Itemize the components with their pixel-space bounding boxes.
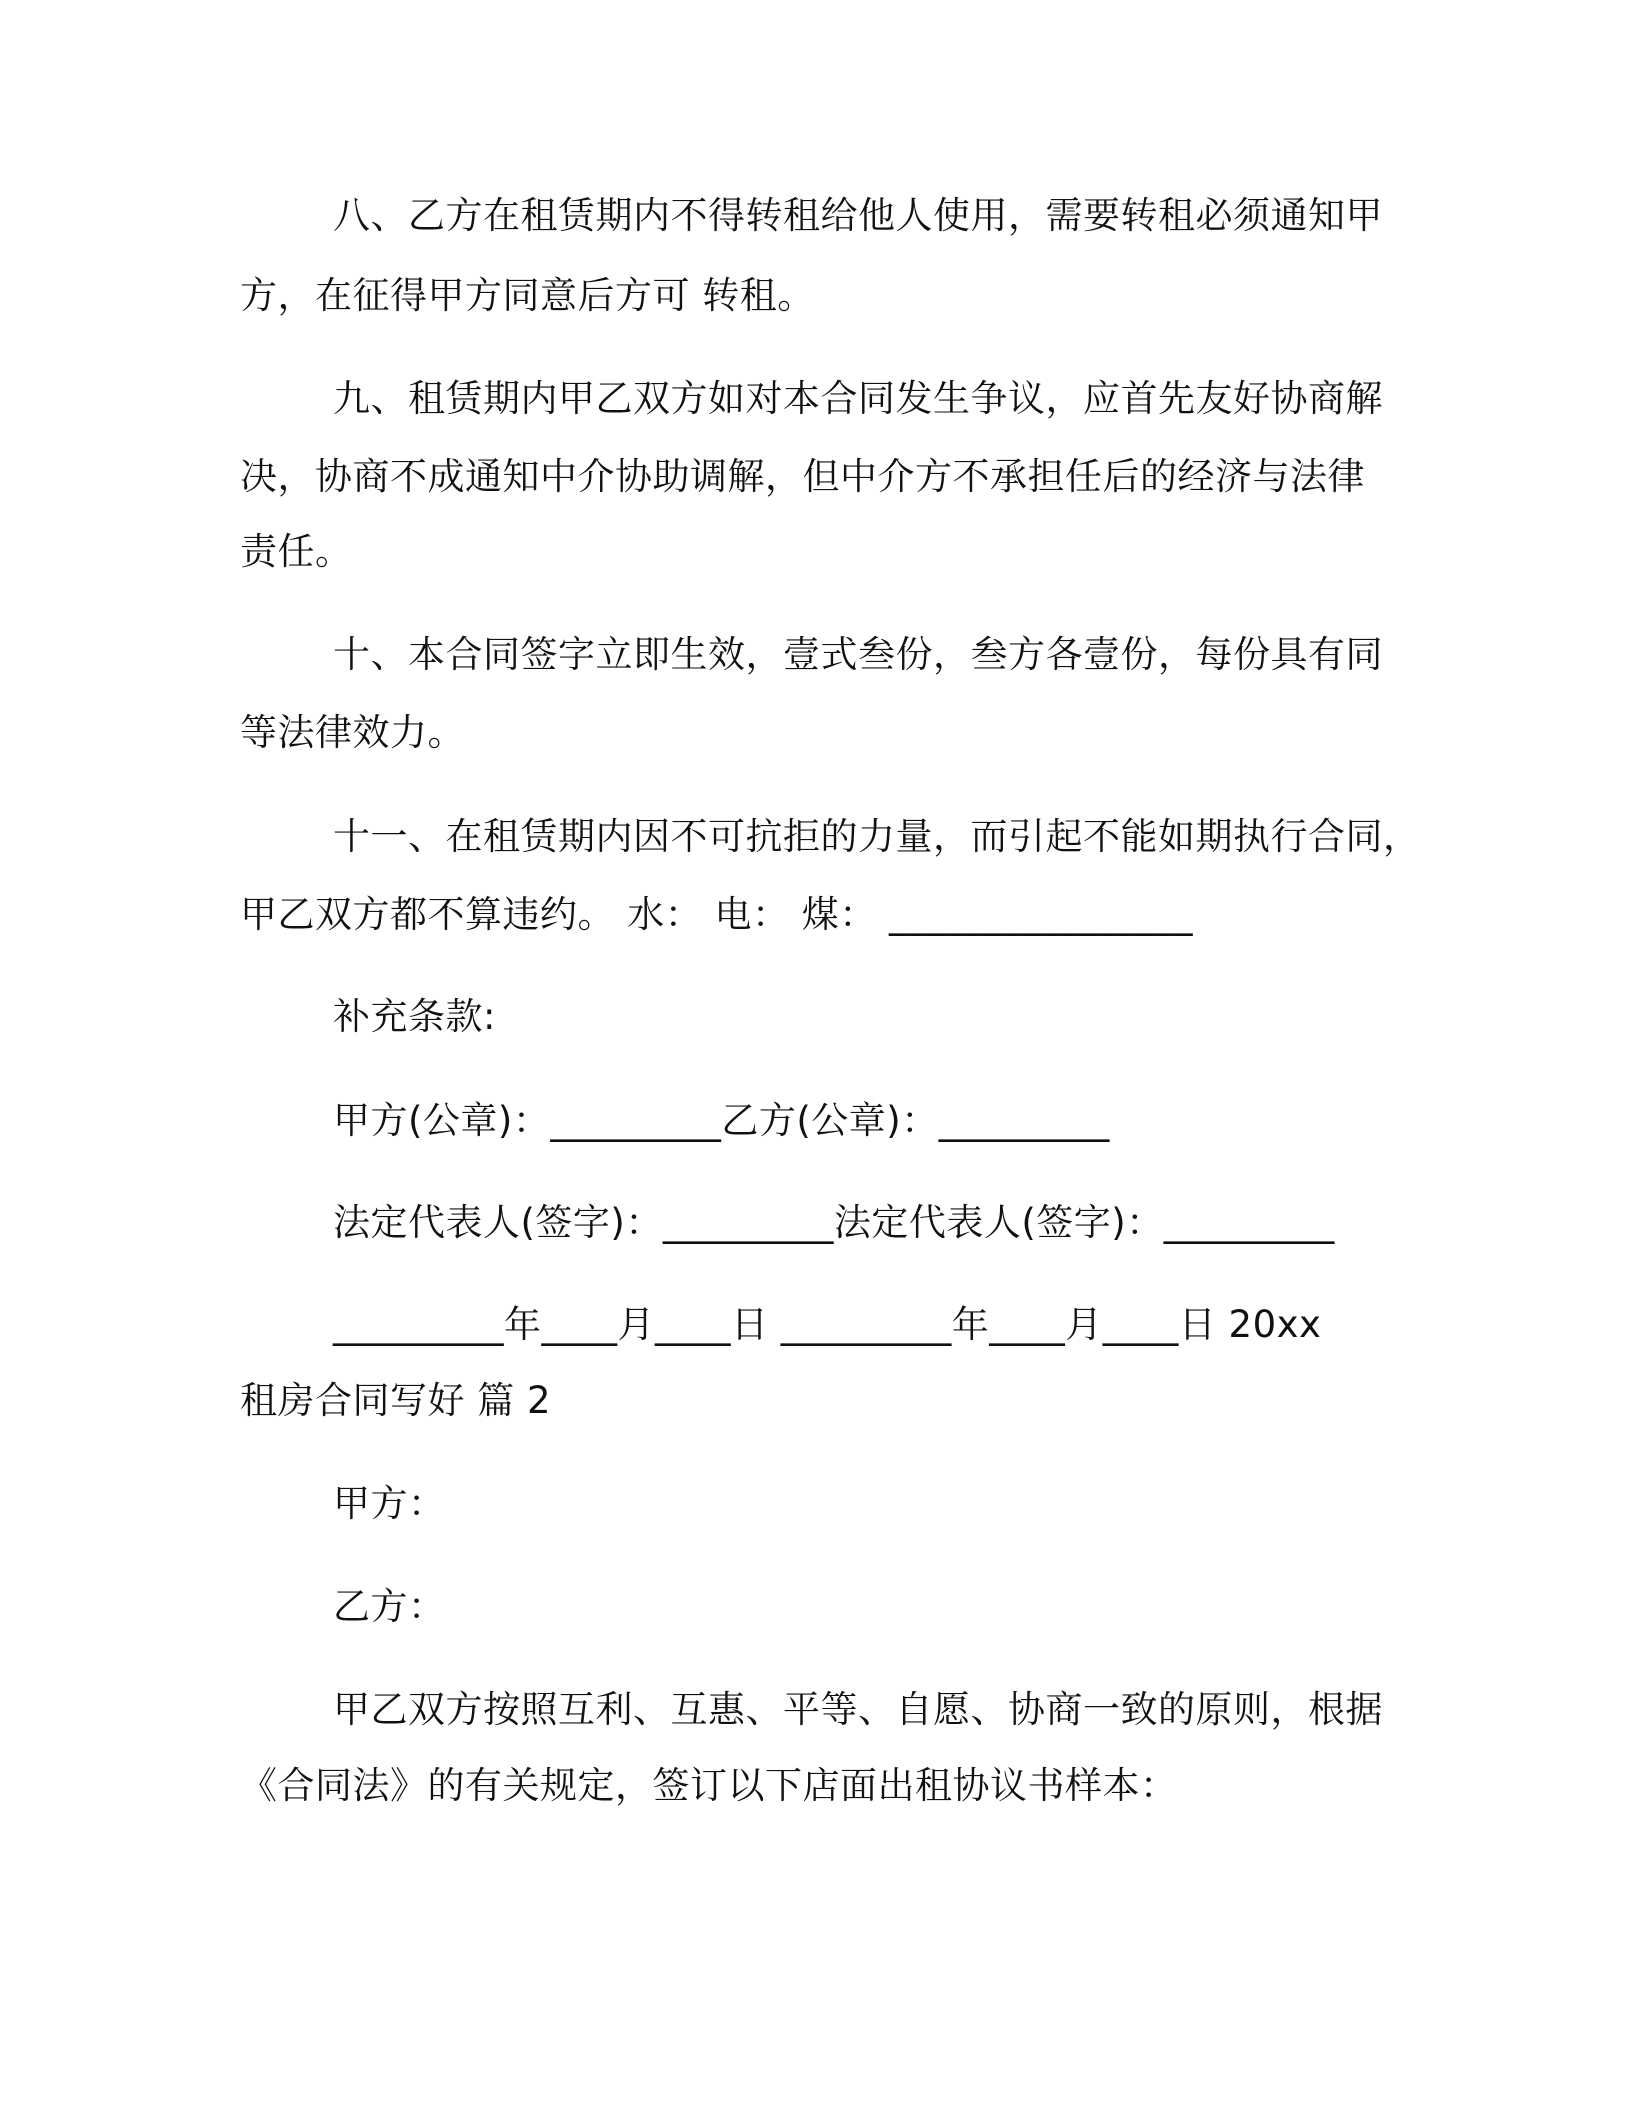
intro-line-1: 甲乙双方按照互利、互惠、平等、自愿、协商一致的原则，根据 [333, 1688, 1383, 1731]
section-title: 租房合同写好 篇 2 [240, 1379, 552, 1422]
seal-signature-line: 甲方(公章)：_________乙方(公章)：_________ [333, 1099, 1110, 1142]
paragraph-8-line-1: 八、乙方在租赁期内不得转租给他人使用，需要转租必须通知甲 [333, 194, 1383, 237]
paragraph-9-line-3: 责任。 [240, 530, 353, 573]
party-b-label: 乙方： [333, 1585, 446, 1628]
representative-signature-line: 法定代表人(签字)：_________法定代表人(签字)：_________ [333, 1201, 1335, 1244]
paragraph-9-line-1: 九、租赁期内甲乙双方如对本合同发生争议，应首先友好协商解 [333, 377, 1383, 420]
intro-line-2: 《合同法》的有关规定，签订以下店面出租协议书样本： [240, 1764, 1178, 1807]
party-a-label: 甲方： [333, 1482, 446, 1525]
paragraph-10-line-2: 等法律效力。 [240, 711, 465, 754]
date-line: _________年____月____日 _________年____月____日 20xx [333, 1303, 1322, 1346]
supplementary-clause-heading: 补充条款: [333, 995, 496, 1038]
paragraph-8-line-2: 方，在征得甲方同意后方可 转租。 [240, 274, 815, 317]
paragraph-9-line-2: 决，协商不成通知中介协助调解，但中介方不承担任后的经济与法律 [240, 455, 1365, 498]
paragraph-11-line-1: 十一、在租赁期内因不可抗拒的力量，而引起不能如期执行合同， [333, 815, 1421, 858]
paragraph-11-line-2: 甲乙双方都不算违约。 水： 电： 煤： ________________ [240, 893, 1194, 936]
paragraph-10-line-1: 十、本合同签字立即生效，壹式叁份，叁方各壹份，每份具有同 [333, 633, 1383, 676]
